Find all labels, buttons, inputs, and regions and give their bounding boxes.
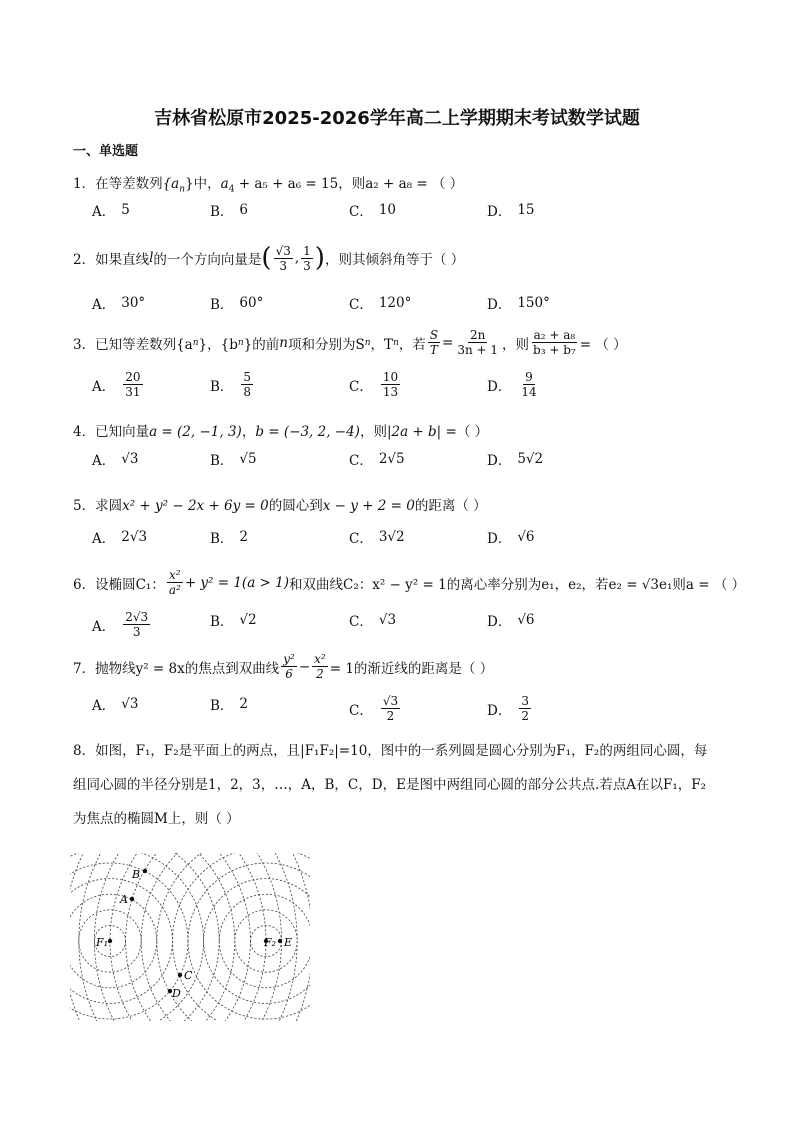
option-b[interactable]: B． 2 xyxy=(210,529,249,547)
option-c[interactable]: C． 120° xyxy=(349,295,412,313)
option-d[interactable]: D． 15 xyxy=(487,202,535,220)
vector-b: b = (−3, 2, −4) xyxy=(255,424,360,440)
label-b: B xyxy=(132,868,141,881)
line-equation: x − y + 2 = 0 xyxy=(322,498,415,514)
question-8-line-2: 组同心圆的半径分别是1，2，3，…，A，B，C，D，E是图中两组同心圆的部分公共点.若点A在以F₁，F₂ xyxy=(73,777,707,793)
circle-f1-r5 xyxy=(70,863,188,1019)
options-6 xyxy=(92,610,732,644)
point-c xyxy=(178,973,182,977)
question-text: 的一个方向向量是 xyxy=(153,252,262,268)
label-f2: F₂ xyxy=(264,936,277,949)
question-tail: ，则a₂ + a₈ = （ ） xyxy=(338,176,464,192)
ellipse-fraction: $\frac{\text{x²}}{\text{a²}}$ xyxy=(168,568,181,597)
vector-fraction-2: $\frac{1}{3}$ xyxy=(303,243,311,273)
hyperbola-fraction-x: $\frac{\text{x²}}{2}$ xyxy=(314,652,326,681)
question-tail: = （ ） xyxy=(579,336,627,353)
option-d[interactable]: D． 150° xyxy=(487,295,550,313)
option-c[interactable]: C． $\frac{√3}{2}$ xyxy=(349,694,399,723)
vector-a: a = (2, −1, 3) xyxy=(149,424,242,440)
question-3: 3． 已知等差数列{a n }，{b n }的前 n 项和分别为S n ，T n ，若 $\frac{S}{T}$ = $\frac{2n}{3n + 1}$ ，则 $\frac{\text{a₂ + a₈}}{\text{b₃ + b₇}}$ = （ ） xyxy=(73,328,627,357)
point-e xyxy=(278,939,282,943)
option-a[interactable]: A． 30° xyxy=(92,295,146,313)
vector-fraction-1: $\frac{√3}{3}$ xyxy=(275,243,291,273)
options-7 xyxy=(92,694,732,728)
option-d[interactable]: D． $\frac{3}{2}$ xyxy=(487,694,529,723)
options-4 xyxy=(92,449,732,483)
question-text: 已知向量 xyxy=(95,424,150,440)
line-variable: l xyxy=(149,250,154,266)
option-d[interactable]: D． √6 xyxy=(487,612,535,630)
label-a: A xyxy=(120,893,128,906)
circle-equation: x² + y² − 2x + 6y = 0 xyxy=(122,498,269,514)
options-1 xyxy=(92,200,732,234)
option-a[interactable]: A． 5 xyxy=(92,202,130,220)
option-c[interactable]: C． 10 xyxy=(349,202,397,220)
option-a[interactable]: A． 2√3 xyxy=(92,529,148,547)
option-c[interactable]: C． 3√2 xyxy=(349,529,405,547)
section-heading: 一、单选题 xyxy=(73,144,139,159)
question-text: 如果直线 xyxy=(95,252,150,268)
question-1: 1．在等差数列$\{a_n\}$中，$a_4 + a_5 + a_6 = 15$，则a₂ + a₈ = （ ） xyxy=(73,176,464,195)
question-text: 抛物线y² = 8x的焦点到双曲线 xyxy=(95,660,280,677)
option-d[interactable]: D． 5√2 xyxy=(487,451,544,469)
hyperbola-fraction-y: $\frac{\text{y²}}{6}$ xyxy=(283,652,295,681)
question-tail: ，则其倾斜角等于（ ） xyxy=(324,252,465,268)
sequence-subscript: n xyxy=(179,184,186,195)
question-4: 4．已知向量a = (2, −1, 3)，b = (−3, 2, −4)，则|2a + b| =（ ） xyxy=(73,424,489,440)
question-tail: （ ） xyxy=(456,424,489,440)
option-c[interactable]: C． √3 xyxy=(349,612,397,630)
question-7: 7． 抛物线y² = 8x的焦点到双曲线 $\frac{\text{y²}}{6}$ − $\frac{\text{x²}}{2}$ = 1的渐近线的距离是（ ） xyxy=(73,652,494,681)
question-text: 已知等差数列{a xyxy=(95,336,193,353)
option-b[interactable]: B． 6 xyxy=(210,202,249,220)
question-text: 设椭圆C₁： xyxy=(95,576,165,593)
question-8 xyxy=(73,734,733,836)
question-8-line-3: 为焦点的椭圆M上，则（ ） xyxy=(73,811,240,827)
option-a[interactable]: A． √3 xyxy=(92,451,139,469)
option-b[interactable]: B． 60° xyxy=(210,295,264,313)
options-3 xyxy=(92,370,732,404)
sequence-symbol: {a xyxy=(162,176,180,192)
question-tail: = 1的渐近线的距离是（ ） xyxy=(329,660,494,677)
question-6: 6． 设椭圆C₁： $\frac{\text{x²}}{\text{a²}}$ + y² = 1(a > 1) 和双曲线C₂：x² − y² = 1的离心率分别为e₁，e₂，若e₂ = √3e₁则a = （ ） xyxy=(73,568,746,597)
option-a[interactable]: A． $\frac{2√3}{3}$ xyxy=(92,610,149,639)
condition-expr: + a₅ + a₆ = 15 xyxy=(238,176,339,192)
sequence-brace: } xyxy=(185,176,194,192)
label-f1: F₁ xyxy=(96,936,109,949)
ratio-fraction-st: $\frac{S}{T}$ xyxy=(429,328,439,357)
condition-term: a xyxy=(220,176,229,192)
ratio-fraction-n: $\frac{2n}{3n + 1}$ xyxy=(457,328,499,357)
point-f1 xyxy=(108,939,112,943)
question-text: 中， xyxy=(193,176,221,192)
question-8-line-1: 8．如图，F₁，F₂是平面上的两点，且|F₁F₂|=10，图中的一系列圆是圆心分别为F₁，F₂的两组同心圆，每 xyxy=(73,743,708,759)
option-c[interactable]: C． $\frac{10}{13}$ xyxy=(349,370,399,399)
page-title: 吉林省松原市2025-2026学年高二上学期期末考试数学试题 xyxy=(154,108,640,129)
question-number: 1． xyxy=(73,176,96,192)
magnitude-expr: |2a + b| = xyxy=(386,424,457,440)
point-b xyxy=(143,869,147,873)
option-c[interactable]: C． 2√5 xyxy=(349,451,405,469)
question-2: 2． 如果直线 l 的一个方向向量是 ( $\frac{√3}{3}$ , $\frac{1}{3}$ ) ，则其倾斜角等于（ ） xyxy=(73,243,465,273)
option-b[interactable]: B． √2 xyxy=(210,612,257,630)
circle-f1-r7 xyxy=(70,853,219,1021)
question-5: 5．求圆x² + y² − 2x + 6y = 0的圆心到x − y + 2 = 0的距离（ ） xyxy=(73,498,487,514)
question-tail: 和双曲线C₂：x² − y² = 1的离心率分别为e₁，e₂，若e₂ = √3e₁则a = （ ） xyxy=(289,576,746,593)
question-text: 在等差数列 xyxy=(95,176,163,192)
option-b[interactable]: B． √5 xyxy=(210,451,257,469)
option-b[interactable]: B． $\frac{5}{8}$ xyxy=(210,370,252,399)
concentric-circles-figure xyxy=(70,853,310,1021)
label-c: C xyxy=(184,969,193,982)
question-number: 2． xyxy=(73,252,96,268)
options-2 xyxy=(92,293,732,327)
label-d: D xyxy=(172,987,181,1000)
figure-points xyxy=(95,868,292,1000)
option-a[interactable]: A． √3 xyxy=(92,696,139,714)
circle-f2-r11 xyxy=(94,853,310,1021)
option-d[interactable]: D． √6 xyxy=(487,529,535,547)
point-a xyxy=(130,897,134,901)
question-tail: 的距离（ ） xyxy=(414,498,487,514)
options-5 xyxy=(92,527,732,561)
option-a[interactable]: A． $\frac{20}{31}$ xyxy=(92,370,141,399)
option-d[interactable]: D． $\frac{9}{14}$ xyxy=(487,370,537,399)
ratio-fraction-ab: $\frac{\text{a₂ + a₈}}{\text{b₃ + b₇}}$ xyxy=(533,328,576,357)
question-text: 求圆 xyxy=(95,498,123,514)
label-e: E xyxy=(284,936,293,949)
ellipse-equation: + y² = 1(a > 1) xyxy=(184,574,290,591)
option-b[interactable]: B． 2 xyxy=(210,696,249,714)
